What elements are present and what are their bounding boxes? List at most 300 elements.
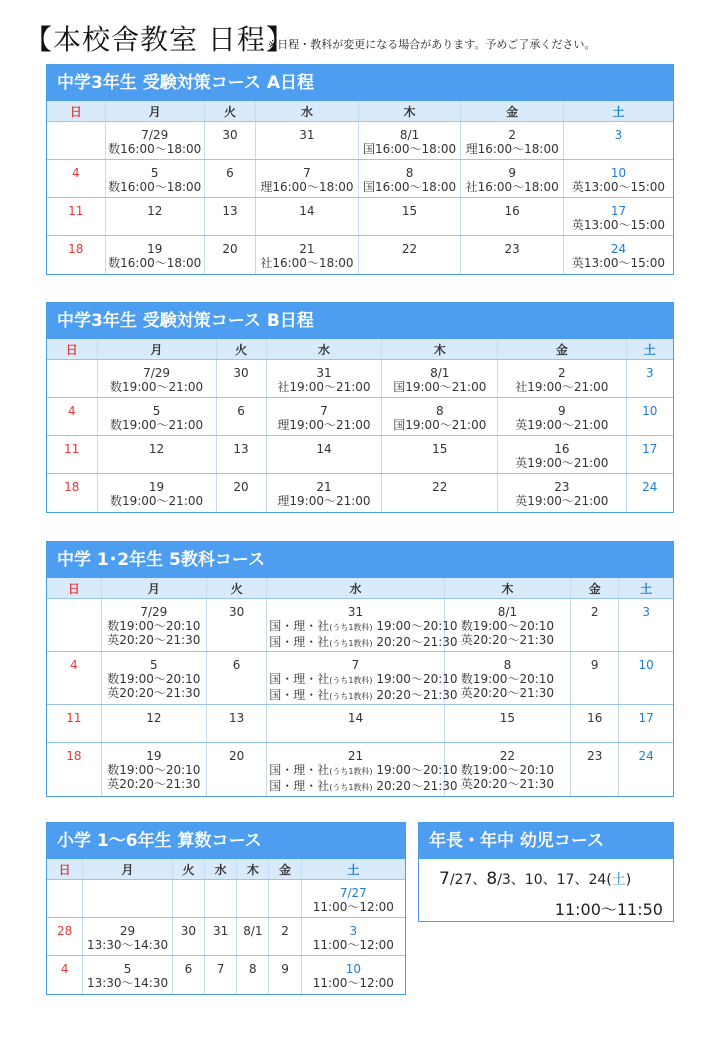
week-row xyxy=(47,880,405,918)
section-title: 中学3年生 受験対策コース A日程 xyxy=(47,65,673,101)
day-cell xyxy=(461,198,564,236)
day-cell xyxy=(266,398,382,436)
weekday-header: 木 xyxy=(237,859,269,880)
day-cell xyxy=(563,236,673,274)
day-cell xyxy=(205,956,237,994)
date-number: 7 xyxy=(216,962,225,976)
day-cell xyxy=(237,918,269,956)
week-row xyxy=(47,743,673,796)
weekday-header: 水 xyxy=(266,339,382,360)
lesson-time: 社19:00〜21:00 xyxy=(277,380,371,394)
day-cell xyxy=(204,236,255,274)
lesson-time: 13:30〜14:30 xyxy=(86,938,169,952)
week-row xyxy=(47,436,673,474)
day-cell xyxy=(269,956,301,994)
week-row xyxy=(47,956,405,994)
date-number: 11 xyxy=(64,442,80,456)
date-number: 6 xyxy=(226,166,234,180)
lesson-time: 11:00〜12:00 xyxy=(312,976,394,990)
day-cell xyxy=(619,705,673,743)
date-number: 19 xyxy=(148,480,165,494)
date-number: 11 xyxy=(68,204,84,218)
lesson-time: 国・理・社(うち1教科) 20:20〜21:30 xyxy=(269,635,458,649)
date-number: 22 xyxy=(401,242,418,256)
lesson-time: 英13:00〜15:00 xyxy=(571,218,666,232)
lesson-time: 数19:00〜21:00 xyxy=(109,380,204,394)
date-number: 23 xyxy=(554,480,570,494)
day-cell xyxy=(444,743,570,796)
date-number: 8 xyxy=(435,404,444,418)
day-cell xyxy=(498,398,626,436)
subject-note: (うち1教科) xyxy=(329,692,373,701)
week-row xyxy=(47,398,673,436)
week-row xyxy=(47,236,673,274)
date-number: 31 xyxy=(212,924,229,938)
date-number: 24 xyxy=(610,242,627,256)
day-cell xyxy=(626,474,673,512)
lesson-time: 11:00〜12:00 xyxy=(312,938,394,952)
weekday-row xyxy=(47,578,673,599)
day-cell xyxy=(563,198,673,236)
day-cell xyxy=(237,956,269,994)
weekday-row xyxy=(47,339,673,360)
day-cell xyxy=(382,436,498,474)
day-cell xyxy=(172,880,204,918)
date-number: 16 xyxy=(504,204,520,218)
lesson-time: 英13:00〜15:00 xyxy=(571,180,666,194)
kinder-time: 11:00〜11:50 xyxy=(554,900,663,919)
day-cell xyxy=(626,398,673,436)
section-title: 中学3年生 受験対策コース B日程 xyxy=(47,303,673,339)
day-cell xyxy=(256,160,359,198)
date-number: 9 xyxy=(590,658,599,672)
lesson-time: 国16:00〜18:00 xyxy=(362,180,457,194)
subject-note: (うち1教科) xyxy=(329,623,373,632)
day-cell xyxy=(498,436,626,474)
day-cell xyxy=(83,956,173,994)
day-cell xyxy=(301,880,405,918)
day-cell xyxy=(207,743,267,796)
lesson-time: 英20:20〜21:30 xyxy=(107,633,201,647)
date-number: 31 xyxy=(299,128,315,142)
day-cell xyxy=(97,398,216,436)
weekday-header: 日 xyxy=(47,578,101,599)
day-cell xyxy=(266,474,382,512)
date-number: 5 xyxy=(123,962,132,976)
date-number: 8/1 xyxy=(430,366,450,380)
date-number: 10 xyxy=(642,404,658,418)
day-cell xyxy=(498,474,626,512)
kinder-course xyxy=(418,822,674,922)
lesson-time: 英19:00〜21:00 xyxy=(515,456,609,470)
lesson-time: 国・理・社(うち1教科) 19:00〜20:10 xyxy=(269,763,458,777)
day-cell xyxy=(267,652,458,705)
lesson-time: 数19:00〜20:10 xyxy=(460,619,555,633)
date-number: 31 xyxy=(347,605,364,619)
lesson-time: 数19:00〜20:10 xyxy=(107,619,201,633)
weekday-header: 火 xyxy=(207,578,267,599)
day-cell xyxy=(47,198,105,236)
subject-note: (うち1教科) xyxy=(329,783,373,792)
date-number: 3 xyxy=(642,605,650,619)
date-number: 13 xyxy=(233,442,249,456)
day-cell xyxy=(105,236,204,274)
day-cell xyxy=(571,705,619,743)
date-number: 3 xyxy=(645,366,654,380)
schedule-elementary xyxy=(46,822,406,995)
date-number: 7/29 xyxy=(143,366,171,380)
day-cell xyxy=(47,743,101,796)
date-number: 7/27 xyxy=(339,886,367,900)
day-cell xyxy=(97,436,216,474)
day-cell xyxy=(256,122,359,160)
lesson-time: 数19:00〜20:10 xyxy=(107,763,201,777)
kinder-date-part: 8 xyxy=(486,869,498,889)
day-cell xyxy=(269,880,301,918)
day-cell xyxy=(83,880,173,918)
date-number: 30 xyxy=(222,128,238,142)
day-cell xyxy=(207,652,267,705)
subject-note: (うち1教科) xyxy=(329,639,373,648)
kinder-date-part: ) xyxy=(625,872,632,888)
day-cell xyxy=(626,360,673,398)
lesson-time: 理19:00〜21:00 xyxy=(277,418,371,432)
date-number: 12 xyxy=(147,204,163,218)
day-cell xyxy=(266,360,382,398)
date-number: 17 xyxy=(638,711,654,725)
day-cell xyxy=(256,236,359,274)
day-cell xyxy=(204,198,255,236)
date-number: 13 xyxy=(228,711,245,725)
date-number: 19 xyxy=(146,749,162,763)
day-cell xyxy=(461,160,564,198)
date-number: 14 xyxy=(316,442,332,456)
schedule-b xyxy=(46,302,674,513)
weekday-header: 水 xyxy=(205,859,237,880)
day-cell xyxy=(382,360,498,398)
day-cell xyxy=(382,398,498,436)
section-title: 中学 1･2年生 5教科コース xyxy=(47,542,673,578)
weekday-header: 日 xyxy=(47,101,105,122)
day-cell xyxy=(97,360,216,398)
date-number: 8/1 xyxy=(243,924,263,938)
date-number: 12 xyxy=(148,442,165,456)
day-cell xyxy=(205,880,237,918)
weekday-header: 水 xyxy=(267,578,445,599)
date-number: 8/1 xyxy=(399,128,420,142)
schedule-table xyxy=(47,339,673,512)
date-number: 12 xyxy=(146,711,162,725)
date-number: 2 xyxy=(281,924,289,938)
lesson-time: 理16:00〜18:00 xyxy=(260,180,354,194)
schedule-5subjects xyxy=(46,541,674,797)
date-number: 15 xyxy=(401,204,418,218)
day-cell xyxy=(47,436,97,474)
week-row xyxy=(47,652,673,705)
date-number: 4 xyxy=(70,658,78,672)
date-number: 7/29 xyxy=(141,128,169,142)
day-cell xyxy=(563,160,673,198)
week-row xyxy=(47,705,673,743)
lesson-time: 数19:00〜20:10 xyxy=(460,763,555,777)
date-number: 13 xyxy=(222,204,238,218)
weekday-header: 火 xyxy=(172,859,204,880)
day-cell xyxy=(216,474,266,512)
lesson-time: 英20:20〜21:30 xyxy=(107,777,201,791)
date-number: 11 xyxy=(66,711,82,725)
day-cell xyxy=(216,436,266,474)
day-cell xyxy=(207,705,267,743)
day-cell xyxy=(101,743,206,796)
day-cell xyxy=(498,360,626,398)
date-number: 2 xyxy=(508,128,516,142)
schedule-table xyxy=(47,578,673,796)
day-cell xyxy=(47,122,105,160)
day-cell xyxy=(256,198,359,236)
lesson-time: 国・理・社(うち1教科) 20:20〜21:30 xyxy=(269,688,458,702)
lesson-time: 数19:00〜20:10 xyxy=(107,672,201,686)
day-cell xyxy=(301,956,405,994)
day-cell xyxy=(216,360,266,398)
day-cell xyxy=(563,122,673,160)
day-cell xyxy=(269,918,301,956)
day-cell xyxy=(216,398,266,436)
date-number: 20 xyxy=(228,749,245,763)
date-number: 22 xyxy=(499,749,516,763)
day-cell xyxy=(571,652,619,705)
date-number: 14 xyxy=(299,204,315,218)
subject-note: (うち1教科) xyxy=(329,676,373,685)
weekday-row xyxy=(47,101,673,122)
date-number: 10 xyxy=(638,658,654,672)
day-cell xyxy=(444,599,570,652)
date-number: 10 xyxy=(610,166,627,180)
day-cell xyxy=(444,652,570,705)
date-number: 21 xyxy=(347,749,364,763)
day-cell xyxy=(571,743,619,796)
day-cell xyxy=(47,918,83,956)
date-number: 7/29 xyxy=(140,605,168,619)
date-number: 6 xyxy=(184,962,193,976)
date-number: 5 xyxy=(152,404,161,418)
date-number: 23 xyxy=(504,242,520,256)
week-row xyxy=(47,160,673,198)
day-cell xyxy=(172,918,204,956)
day-cell xyxy=(101,705,206,743)
date-number: 4 xyxy=(67,404,76,418)
week-row xyxy=(47,918,405,956)
weekday-header: 金 xyxy=(461,101,564,122)
date-number: 30 xyxy=(180,924,197,938)
date-number: 5 xyxy=(150,658,158,672)
weekday-header: 月 xyxy=(97,339,216,360)
date-number: 2 xyxy=(558,366,566,380)
date-number: 8 xyxy=(503,658,512,672)
date-number: 6 xyxy=(237,404,245,418)
weekday-header: 日 xyxy=(47,339,97,360)
lesson-time: 英19:00〜21:00 xyxy=(515,494,609,508)
weekday-header: 木 xyxy=(382,339,498,360)
date-number: 3 xyxy=(614,128,623,142)
day-cell xyxy=(382,474,498,512)
date-number: 7 xyxy=(351,658,360,672)
date-number: 9 xyxy=(558,404,566,418)
date-number: 17 xyxy=(610,204,627,218)
date-number: 16 xyxy=(554,442,570,456)
day-cell xyxy=(461,122,564,160)
day-cell xyxy=(626,436,673,474)
day-cell xyxy=(619,743,673,796)
date-number: 8 xyxy=(405,166,414,180)
weekday-header: 月 xyxy=(105,101,204,122)
lesson-time: 数19:00〜21:00 xyxy=(109,494,204,508)
lesson-time: 国・理・社(うち1教科) 19:00〜20:10 xyxy=(269,672,458,686)
lesson-time: 13:30〜14:30 xyxy=(86,976,169,990)
day-cell xyxy=(47,705,101,743)
weekday-header: 日 xyxy=(47,859,83,880)
kinder-dates xyxy=(439,869,631,889)
weekday-header: 金 xyxy=(498,339,626,360)
lesson-time: 英20:20〜21:30 xyxy=(460,777,555,791)
date-number: 4 xyxy=(72,166,80,180)
schedule-table xyxy=(47,859,405,994)
week-row xyxy=(47,198,673,236)
weekday-header: 土 xyxy=(619,578,673,599)
day-cell xyxy=(266,436,382,474)
lesson-time: 理19:00〜21:00 xyxy=(277,494,371,508)
day-cell xyxy=(101,599,206,652)
lesson-time: 11:00〜12:00 xyxy=(312,900,394,914)
date-number: 18 xyxy=(64,480,80,494)
day-cell xyxy=(47,880,83,918)
date-number: 8 xyxy=(249,962,257,976)
date-number: 30 xyxy=(228,605,245,619)
date-number: 5 xyxy=(150,166,159,180)
day-cell xyxy=(47,160,105,198)
day-cell xyxy=(105,198,204,236)
day-cell xyxy=(444,705,570,743)
day-cell xyxy=(97,474,216,512)
lesson-time: 国19:00〜21:00 xyxy=(393,418,487,432)
week-row xyxy=(47,122,673,160)
date-number: 22 xyxy=(432,480,448,494)
date-number: 18 xyxy=(68,242,84,256)
date-number: 19 xyxy=(147,242,163,256)
day-cell xyxy=(47,652,101,705)
weekday-header: 土 xyxy=(301,859,405,880)
day-cell xyxy=(47,599,101,652)
date-number: 18 xyxy=(66,749,82,763)
date-number: 9 xyxy=(281,962,289,976)
day-cell xyxy=(207,599,267,652)
day-cell xyxy=(205,918,237,956)
lesson-time: 数16:00〜18:00 xyxy=(108,142,202,156)
day-cell xyxy=(105,122,204,160)
day-cell xyxy=(301,918,405,956)
schedule-table xyxy=(47,101,673,274)
day-cell xyxy=(204,122,255,160)
weekday-row xyxy=(47,859,405,880)
subject-note: (うち1教科) xyxy=(329,767,373,776)
kinder-date-saturday: 土 xyxy=(611,872,626,888)
week-row xyxy=(47,360,673,398)
date-number: 6 xyxy=(232,658,241,672)
lesson-time: 英13:00〜15:00 xyxy=(571,256,666,270)
date-number: 21 xyxy=(299,242,315,256)
lesson-time: 数16:00〜18:00 xyxy=(108,180,202,194)
week-row xyxy=(47,599,673,652)
day-cell xyxy=(619,652,673,705)
day-cell xyxy=(267,743,458,796)
day-cell xyxy=(47,474,97,512)
page-title: 【本校舎教室 日程】 xyxy=(24,23,295,56)
date-number: 21 xyxy=(316,480,332,494)
day-cell xyxy=(461,236,564,274)
date-number: 30 xyxy=(233,366,249,380)
lesson-time: 数19:00〜20:10 xyxy=(460,672,555,686)
weekday-header: 水 xyxy=(256,101,359,122)
day-cell xyxy=(83,918,173,956)
lesson-time: 数16:00〜18:00 xyxy=(108,256,202,270)
date-number: 14 xyxy=(347,711,364,725)
date-number: 15 xyxy=(499,711,516,725)
kinder-date-part: 7 xyxy=(439,869,450,889)
date-number: 8/1 xyxy=(497,605,518,619)
lesson-time: 英20:20〜21:30 xyxy=(107,686,201,700)
day-cell xyxy=(267,599,458,652)
lesson-time: 社16:00〜18:00 xyxy=(465,180,559,194)
lesson-time: 英20:20〜21:30 xyxy=(460,686,555,700)
lesson-time: 英19:00〜21:00 xyxy=(515,418,609,432)
date-number: 17 xyxy=(642,442,658,456)
lesson-time: 国19:00〜21:00 xyxy=(393,380,487,394)
lesson-time: 社16:00〜18:00 xyxy=(260,256,354,270)
day-cell xyxy=(47,360,97,398)
date-number: 23 xyxy=(587,749,603,763)
date-number: 9 xyxy=(508,166,516,180)
weekday-header: 月 xyxy=(101,578,206,599)
date-number: 31 xyxy=(316,366,332,380)
date-number: 29 xyxy=(119,924,136,938)
weekday-header: 木 xyxy=(358,101,461,122)
lesson-time: 国・理・社(うち1教科) 19:00〜20:10 xyxy=(269,619,458,633)
lesson-time: 英20:20〜21:30 xyxy=(460,633,555,647)
lesson-time: 数19:00〜21:00 xyxy=(109,418,204,432)
date-number: 10 xyxy=(345,962,361,976)
weekday-header: 火 xyxy=(216,339,266,360)
day-cell xyxy=(172,956,204,994)
date-number: 3 xyxy=(349,924,358,938)
date-number: 7 xyxy=(303,166,311,180)
weekday-header: 金 xyxy=(571,578,619,599)
date-number: 28 xyxy=(57,924,73,938)
day-cell xyxy=(358,236,461,274)
day-cell xyxy=(267,705,445,743)
weekday-header: 火 xyxy=(204,101,255,122)
day-cell xyxy=(619,599,673,652)
week-row xyxy=(47,474,673,512)
lesson-time: 国16:00〜18:00 xyxy=(362,142,457,156)
day-cell xyxy=(47,956,83,994)
date-number: 16 xyxy=(587,711,603,725)
day-cell xyxy=(237,880,269,918)
date-number: 7 xyxy=(320,404,328,418)
date-number: 15 xyxy=(432,442,448,456)
weekday-header: 土 xyxy=(626,339,673,360)
section-title: 小学 1〜6年生 算数コース xyxy=(47,823,405,859)
day-cell xyxy=(204,160,255,198)
day-cell xyxy=(571,599,619,652)
